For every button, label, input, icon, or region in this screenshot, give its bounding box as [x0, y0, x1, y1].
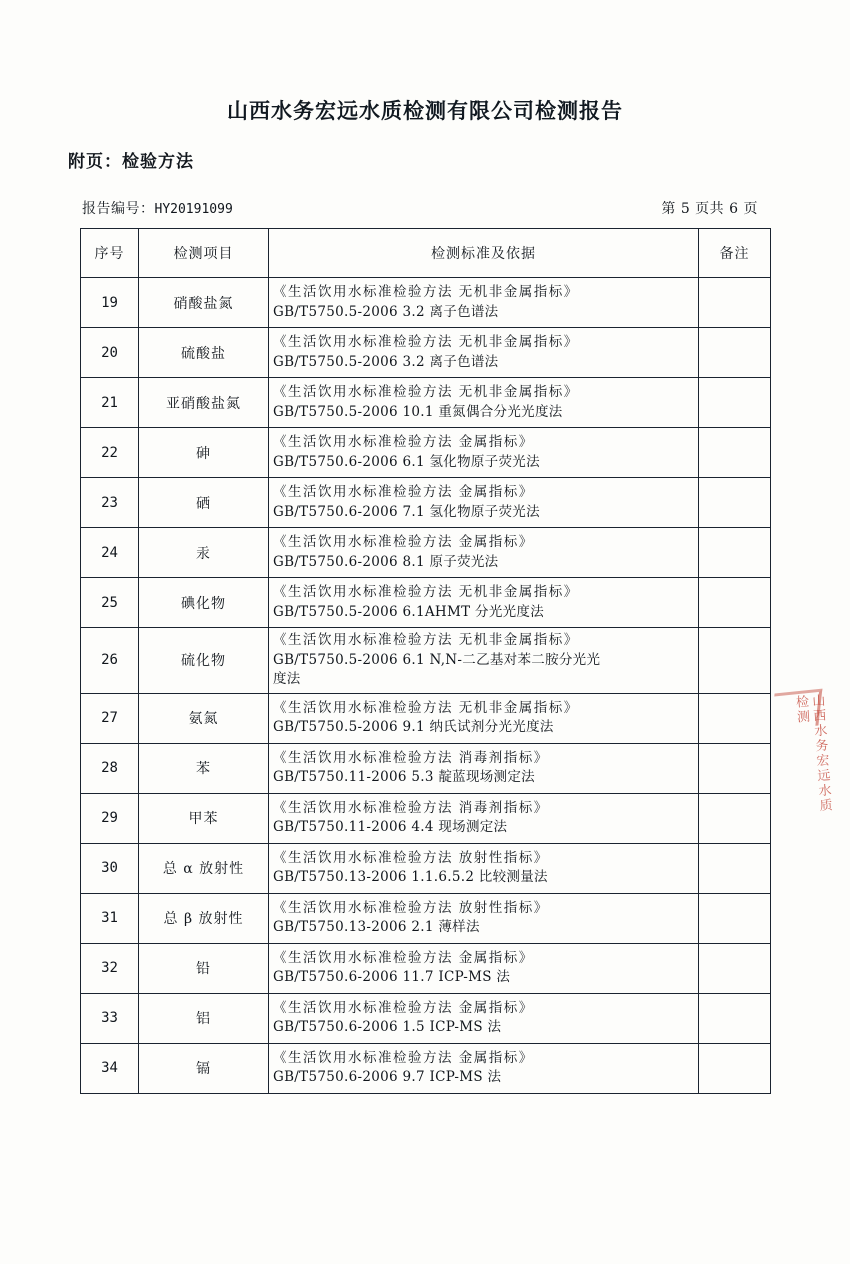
cell-standard [269, 578, 699, 628]
cell-note [699, 943, 771, 993]
table-row [81, 993, 771, 1043]
table-row [81, 278, 771, 328]
cell-note [699, 378, 771, 428]
standard-line-1: 《生活饮用水标准检验方法 金属指标》 [273, 533, 534, 550]
cell-standard [269, 478, 699, 528]
cell-index: 31 [81, 893, 139, 943]
standard-line-2: GB/T5750.5-2006 3.2 离子色谱法 [273, 303, 499, 320]
cell-standard [269, 943, 699, 993]
cell-index: 26 [81, 628, 139, 694]
standard-line-1: 《生活饮用水标准检验方法 金属指标》 [273, 1049, 534, 1066]
table-row [81, 843, 771, 893]
standard-line-1: 《生活饮用水标准检验方法 放射性指标》 [273, 849, 549, 866]
cell-index: 32 [81, 943, 139, 993]
cell-standard [269, 378, 699, 428]
cell-index: 33 [81, 993, 139, 1043]
standard-line-2: GB/T5750.13-2006 2.1 薄样法 [273, 919, 480, 936]
standard-line-1: 《生活饮用水标准检验方法 无机非金属指标》 [273, 383, 579, 400]
page-title: 山西水务宏远水质检测有限公司检测报告 [227, 98, 623, 123]
standard-line-2: GB/T5750.13-2006 1.1.6.5.2 比较测量法 [273, 869, 548, 886]
standard-line-2: GB/T5750.6-2006 1.5 ICP-MS 法 [273, 1019, 502, 1036]
meta-row [82, 198, 758, 218]
standard-line-2: GB/T5750.6-2006 7.1 氢化物原子荧光法 [273, 503, 540, 520]
table-row [81, 478, 771, 528]
cell-index: 28 [81, 743, 139, 793]
cell-index: 34 [81, 1043, 139, 1093]
standard-line-2: GB/T5750.6-2006 9.7 ICP-MS 法 [273, 1069, 502, 1086]
cell-standard [269, 893, 699, 943]
table-row [81, 578, 771, 628]
col-header-item: 检测项目 [139, 229, 269, 278]
cell-standard [269, 1043, 699, 1093]
table-row [81, 328, 771, 378]
cell-standard [269, 843, 699, 893]
cell-note [699, 628, 771, 694]
cell-standard [269, 793, 699, 843]
cell-note [699, 278, 771, 328]
standard-line-2: GB/T5750.6-2006 8.1 原子荧光法 [273, 553, 499, 570]
standard-line-1: 《生活饮用水标准检验方法 无机非金属指标》 [273, 632, 579, 648]
cell-standard [269, 993, 699, 1043]
cell-note [699, 478, 771, 528]
cell-standard [269, 693, 699, 743]
col-header-note: 备注 [699, 229, 771, 278]
standard-line-2: GB/T5750.11-2006 5.3 靛蓝现场测定法 [273, 769, 535, 786]
cell-item: 亚硝酸盐氮 [139, 378, 269, 428]
cell-note [699, 428, 771, 478]
table-row [81, 628, 771, 694]
cell-item: 氨氮 [139, 693, 269, 743]
cell-note [699, 693, 771, 743]
cell-item: 硒 [139, 478, 269, 528]
standard-line-3: 度法 [273, 671, 301, 688]
table-row [81, 378, 771, 428]
cell-index: 22 [81, 428, 139, 478]
standard-line-1: 《生活饮用水标准检验方法 放射性指标》 [273, 899, 549, 916]
cell-note [699, 1043, 771, 1093]
cell-item: 甲苯 [139, 793, 269, 843]
report-number-value: HY20191099 [154, 202, 233, 217]
cell-note [699, 328, 771, 378]
standard-line-2: GB/T5750.5-2006 6.1AHMT 分光光度法 [273, 603, 545, 620]
cell-item: 硫化物 [139, 628, 269, 694]
cell-item: 总 β 放射性 [139, 893, 269, 943]
cell-standard [269, 328, 699, 378]
standard-line-1: 《生活饮用水标准检验方法 金属指标》 [273, 999, 534, 1016]
col-header-index: 序号 [81, 229, 139, 278]
page-number: 第 5 页共 6 页 [661, 201, 758, 217]
cell-note [699, 743, 771, 793]
cell-item: 砷 [139, 428, 269, 478]
company-seal: 山西水务宏远水质检测 [792, 693, 833, 814]
cell-index: 30 [81, 843, 139, 893]
standard-line-2: GB/T5750.5-2006 6.1 N,N-二乙基对苯二胺分光光 [273, 651, 601, 668]
cell-standard [269, 743, 699, 793]
cell-note [699, 528, 771, 578]
standard-line-1: 《生活饮用水标准检验方法 无机非金属指标》 [273, 583, 579, 600]
report-page [0, 95, 850, 1264]
cell-note [699, 893, 771, 943]
cell-index: 23 [81, 478, 139, 528]
cell-item: 硝酸盐氮 [139, 278, 269, 328]
table-row [81, 693, 771, 743]
cell-index: 27 [81, 693, 139, 743]
table-row [81, 943, 771, 993]
cell-item: 碘化物 [139, 578, 269, 628]
cell-index: 29 [81, 793, 139, 843]
cell-item: 铅 [139, 943, 269, 993]
table-row [81, 1043, 771, 1093]
cell-item: 镉 [139, 1043, 269, 1093]
cell-index: 21 [81, 378, 139, 428]
cell-standard [269, 428, 699, 478]
cell-index: 25 [81, 578, 139, 628]
table-row [81, 743, 771, 793]
standard-line-2: GB/T5750.6-2006 6.1 氢化物原子荧光法 [273, 453, 540, 470]
standard-line-2: GB/T5750.5-2006 10.1 重氮偶合分光光度法 [273, 403, 563, 420]
cell-index: 20 [81, 328, 139, 378]
table-row [81, 528, 771, 578]
methods-table [80, 228, 771, 1094]
standard-line-2: GB/T5750.5-2006 9.1 纳氏试剂分光光度法 [273, 719, 554, 736]
standard-line-1: 《生活饮用水标准检验方法 无机非金属指标》 [273, 699, 579, 716]
cell-index: 24 [81, 528, 139, 578]
standard-line-2: GB/T5750.11-2006 4.4 现场测定法 [273, 819, 508, 836]
standard-line-2: GB/T5750.6-2006 11.7 ICP-MS 法 [273, 969, 511, 986]
report-number-label: 报告编号： [82, 201, 155, 217]
cell-note [699, 793, 771, 843]
standard-line-2: GB/T5750.5-2006 3.2 离子色谱法 [273, 353, 499, 370]
standard-line-1: 《生活饮用水标准检验方法 无机非金属指标》 [273, 283, 579, 300]
stamp-mark-icon [771, 689, 823, 731]
table-header-row [81, 229, 771, 278]
standard-line-1: 《生活饮用水标准检验方法 消毒剂指标》 [273, 799, 549, 816]
standard-line-1: 《生活饮用水标准检验方法 金属指标》 [273, 483, 534, 500]
cell-standard [269, 628, 699, 694]
table-row [81, 428, 771, 478]
col-header-standard: 检测标准及依据 [269, 229, 699, 278]
cell-standard [269, 528, 699, 578]
cell-item: 汞 [139, 528, 269, 578]
methods-table-body [81, 278, 771, 1094]
standard-line-1: 《生活饮用水标准检验方法 金属指标》 [273, 949, 534, 966]
report-number [82, 198, 233, 218]
cell-item: 硫酸盐 [139, 328, 269, 378]
cell-item: 铝 [139, 993, 269, 1043]
cell-note [699, 993, 771, 1043]
cell-item: 总 α 放射性 [139, 843, 269, 893]
cell-note [699, 578, 771, 628]
standard-line-1: 《生活饮用水标准检验方法 无机非金属指标》 [273, 333, 579, 350]
cell-index: 19 [81, 278, 139, 328]
standard-line-1: 《生活饮用水标准检验方法 金属指标》 [273, 433, 534, 450]
standard-line-1: 《生活饮用水标准检验方法 消毒剂指标》 [273, 749, 549, 766]
cell-standard [269, 278, 699, 328]
appendix-subtitle: 附页：检验方法 [68, 152, 194, 172]
cell-note [699, 843, 771, 893]
table-row [81, 893, 771, 943]
cell-item: 苯 [139, 743, 269, 793]
table-row [81, 793, 771, 843]
